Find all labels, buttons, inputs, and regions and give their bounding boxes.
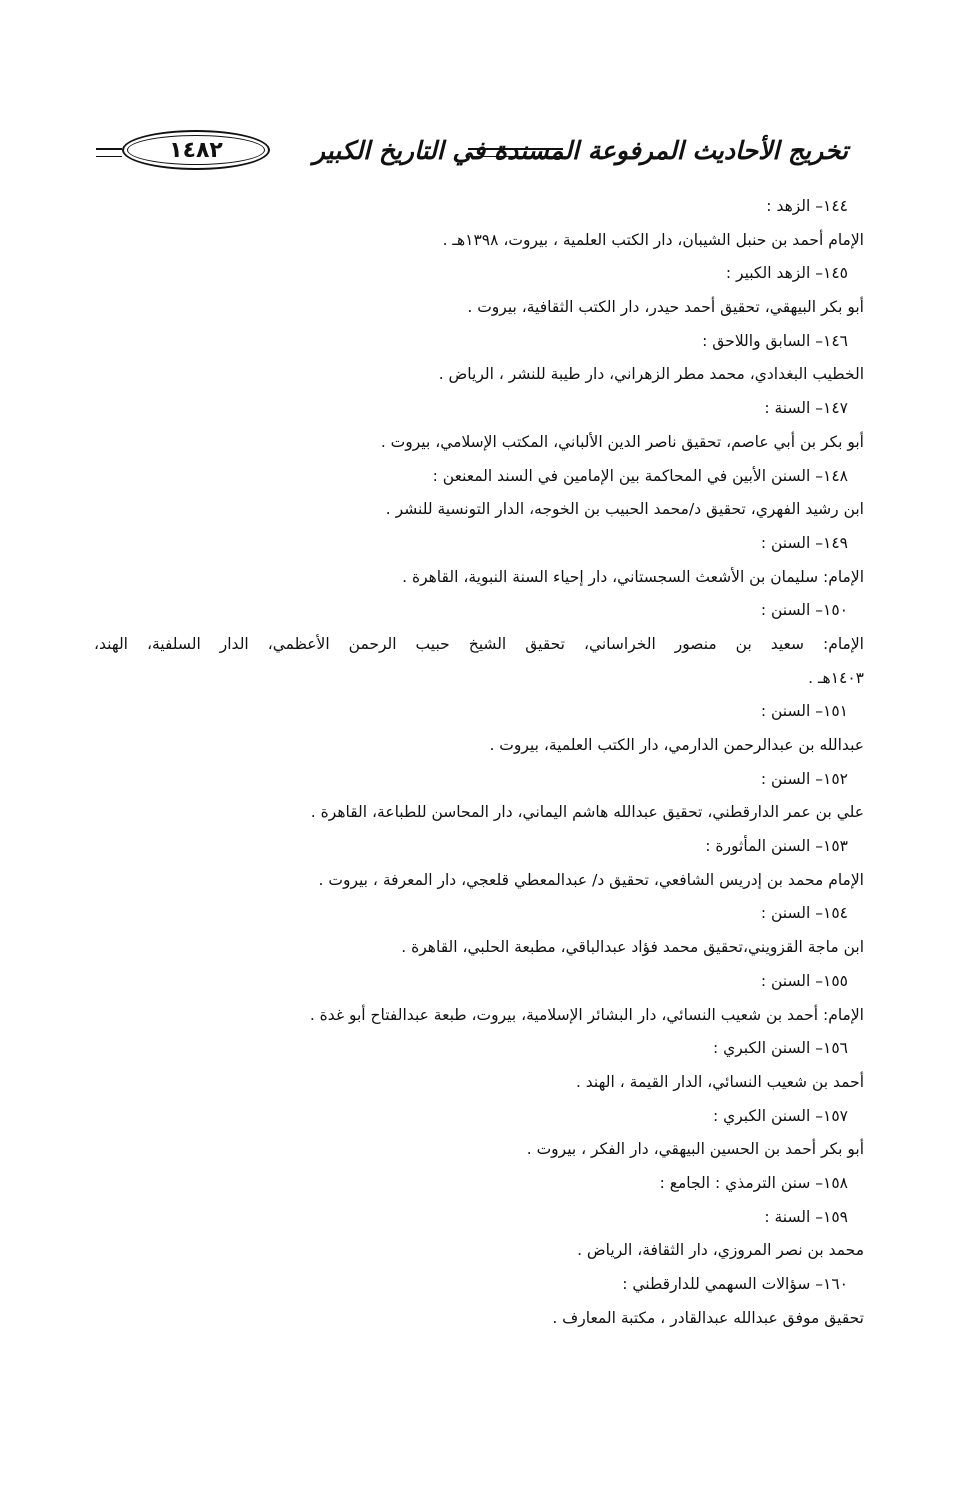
entry-heading: ١٥٩– السنة :	[764, 1207, 848, 1226]
entry-heading: ١٤٥– الزهد الكبير :	[725, 264, 848, 283]
entry-description: محمد بن نصر المروزي، دار الثقافة، الرياض .	[577, 1241, 864, 1260]
header-rule	[468, 148, 563, 157]
entry-description: أبو بكر البيهقي، تحقيق أحمد حيدر، دار الكتب الثقافية، بيروت .	[467, 298, 864, 317]
entry-description: الإمام: أحمد بن شعيب النسائي، دار البشائر الإسلامية، بيروت، طبعة عبدالفتاح أبو غدة .	[309, 1005, 864, 1024]
entry-heading: ١٤٦– السابق واللاحق :	[702, 331, 848, 350]
entry-heading: ١٥٥– السنن :	[760, 971, 848, 990]
entry-heading: ١٤٩– السنن :	[760, 533, 848, 552]
entry-description: ابن رشيد الفهري، تحقيق د/محمد الحبيب بن الخوجه، الدار التونسية للنشر .	[385, 500, 864, 519]
bibliography-list	[94, 190, 864, 1335]
entry-continuation: ١٤٠٣هـ .	[808, 668, 864, 687]
entry-description: تحقيق موفق عبدالله عبدالقادر ، مكتبة المعارف .	[552, 1308, 864, 1327]
entry-heading: ١٥٠– السنن :	[760, 601, 848, 620]
entry-description: أبو بكر بن أبي عاصم، تحقيق ناصر الدين الألباني، المكتب الإسلامي، بيروت .	[380, 432, 864, 451]
entry-description: ابن ماجة القزويني،تحقيق محمد فؤاد عبدالباقي، مطبعة الحلبي، القاهرة .	[401, 938, 864, 957]
entry-heading: ١٥٣– السنن المأثورة :	[705, 837, 848, 856]
running-title: تخريج الأحاديث المرفوعة المسندة في التاريخ الكبير	[312, 136, 848, 165]
entry-heading: ١٤٤– الزهد :	[766, 197, 848, 215]
entry-heading: ١٥٢– السنن :	[760, 769, 848, 788]
entry-description: علي بن عمر الدارقطني، تحقيق عبدالله هاشم اليماني، دار المحاسن للطباعة، القاهرة .	[310, 803, 864, 822]
page-header	[96, 130, 848, 178]
entry-description: أبو بكر أحمد بن الحسين البيهقي، دار الفكر ، بيروت .	[526, 1140, 864, 1159]
entry-heading: ١٤٧– السنة :	[764, 399, 848, 418]
entry-description: الإمام محمد بن إدريس الشافعي، تحقيق د/ عبدالمعطي قلعجي، دار المعرفة ، بيروت .	[318, 870, 864, 889]
entry-heading: ١٥٨– سنن الترمذي : الجامع :	[659, 1173, 848, 1192]
entry-heading: ١٥٦– السنن الكبري :	[712, 1039, 848, 1058]
entry-heading: ١٤٨– السنن الأبين في المحاكمة بين الإمامين في السند المعنعن :	[432, 466, 848, 485]
entry-heading: ١٥٤– السنن :	[760, 904, 848, 923]
entry-description: الإمام أحمد بن حنبل الشيبان، دار الكتب العلمية ، بيروت، ١٣٩٨هـ .	[442, 230, 864, 249]
entry-heading: ١٥١– السنن :	[760, 702, 848, 721]
entry-heading: ١٥٧– السنن الكبري :	[712, 1106, 848, 1125]
page-number: ١٤٨٢	[169, 137, 223, 163]
entry-description: الخطيب البغدادي، محمد مطر الزهراني، دار طيبة للنشر ، الرياض .	[438, 365, 864, 384]
page-number-badge	[122, 130, 270, 170]
header-rule	[96, 148, 122, 157]
entry-description: عبدالله بن عبدالرحمن الدارمي، دار الكتب العلمية، بيروت .	[489, 736, 864, 754]
entry-description: أحمد بن شعيب النسائي، الدار القيمة ، الهند .	[575, 1072, 864, 1091]
entry-description: الإمام: سعيد بن منصور الخراساني، تحقيق الشيخ حبيب الرحمن الأعظمي، الدار السلفية، الهند،	[94, 634, 864, 653]
entry-description: الإمام: سليمان بن الأشعث السجستاني، دار إحياء السنة النبوية، القاهرة .	[402, 567, 864, 586]
entry-heading: ١٦٠– سؤالات السهمي للدارقطني :	[622, 1275, 848, 1293]
